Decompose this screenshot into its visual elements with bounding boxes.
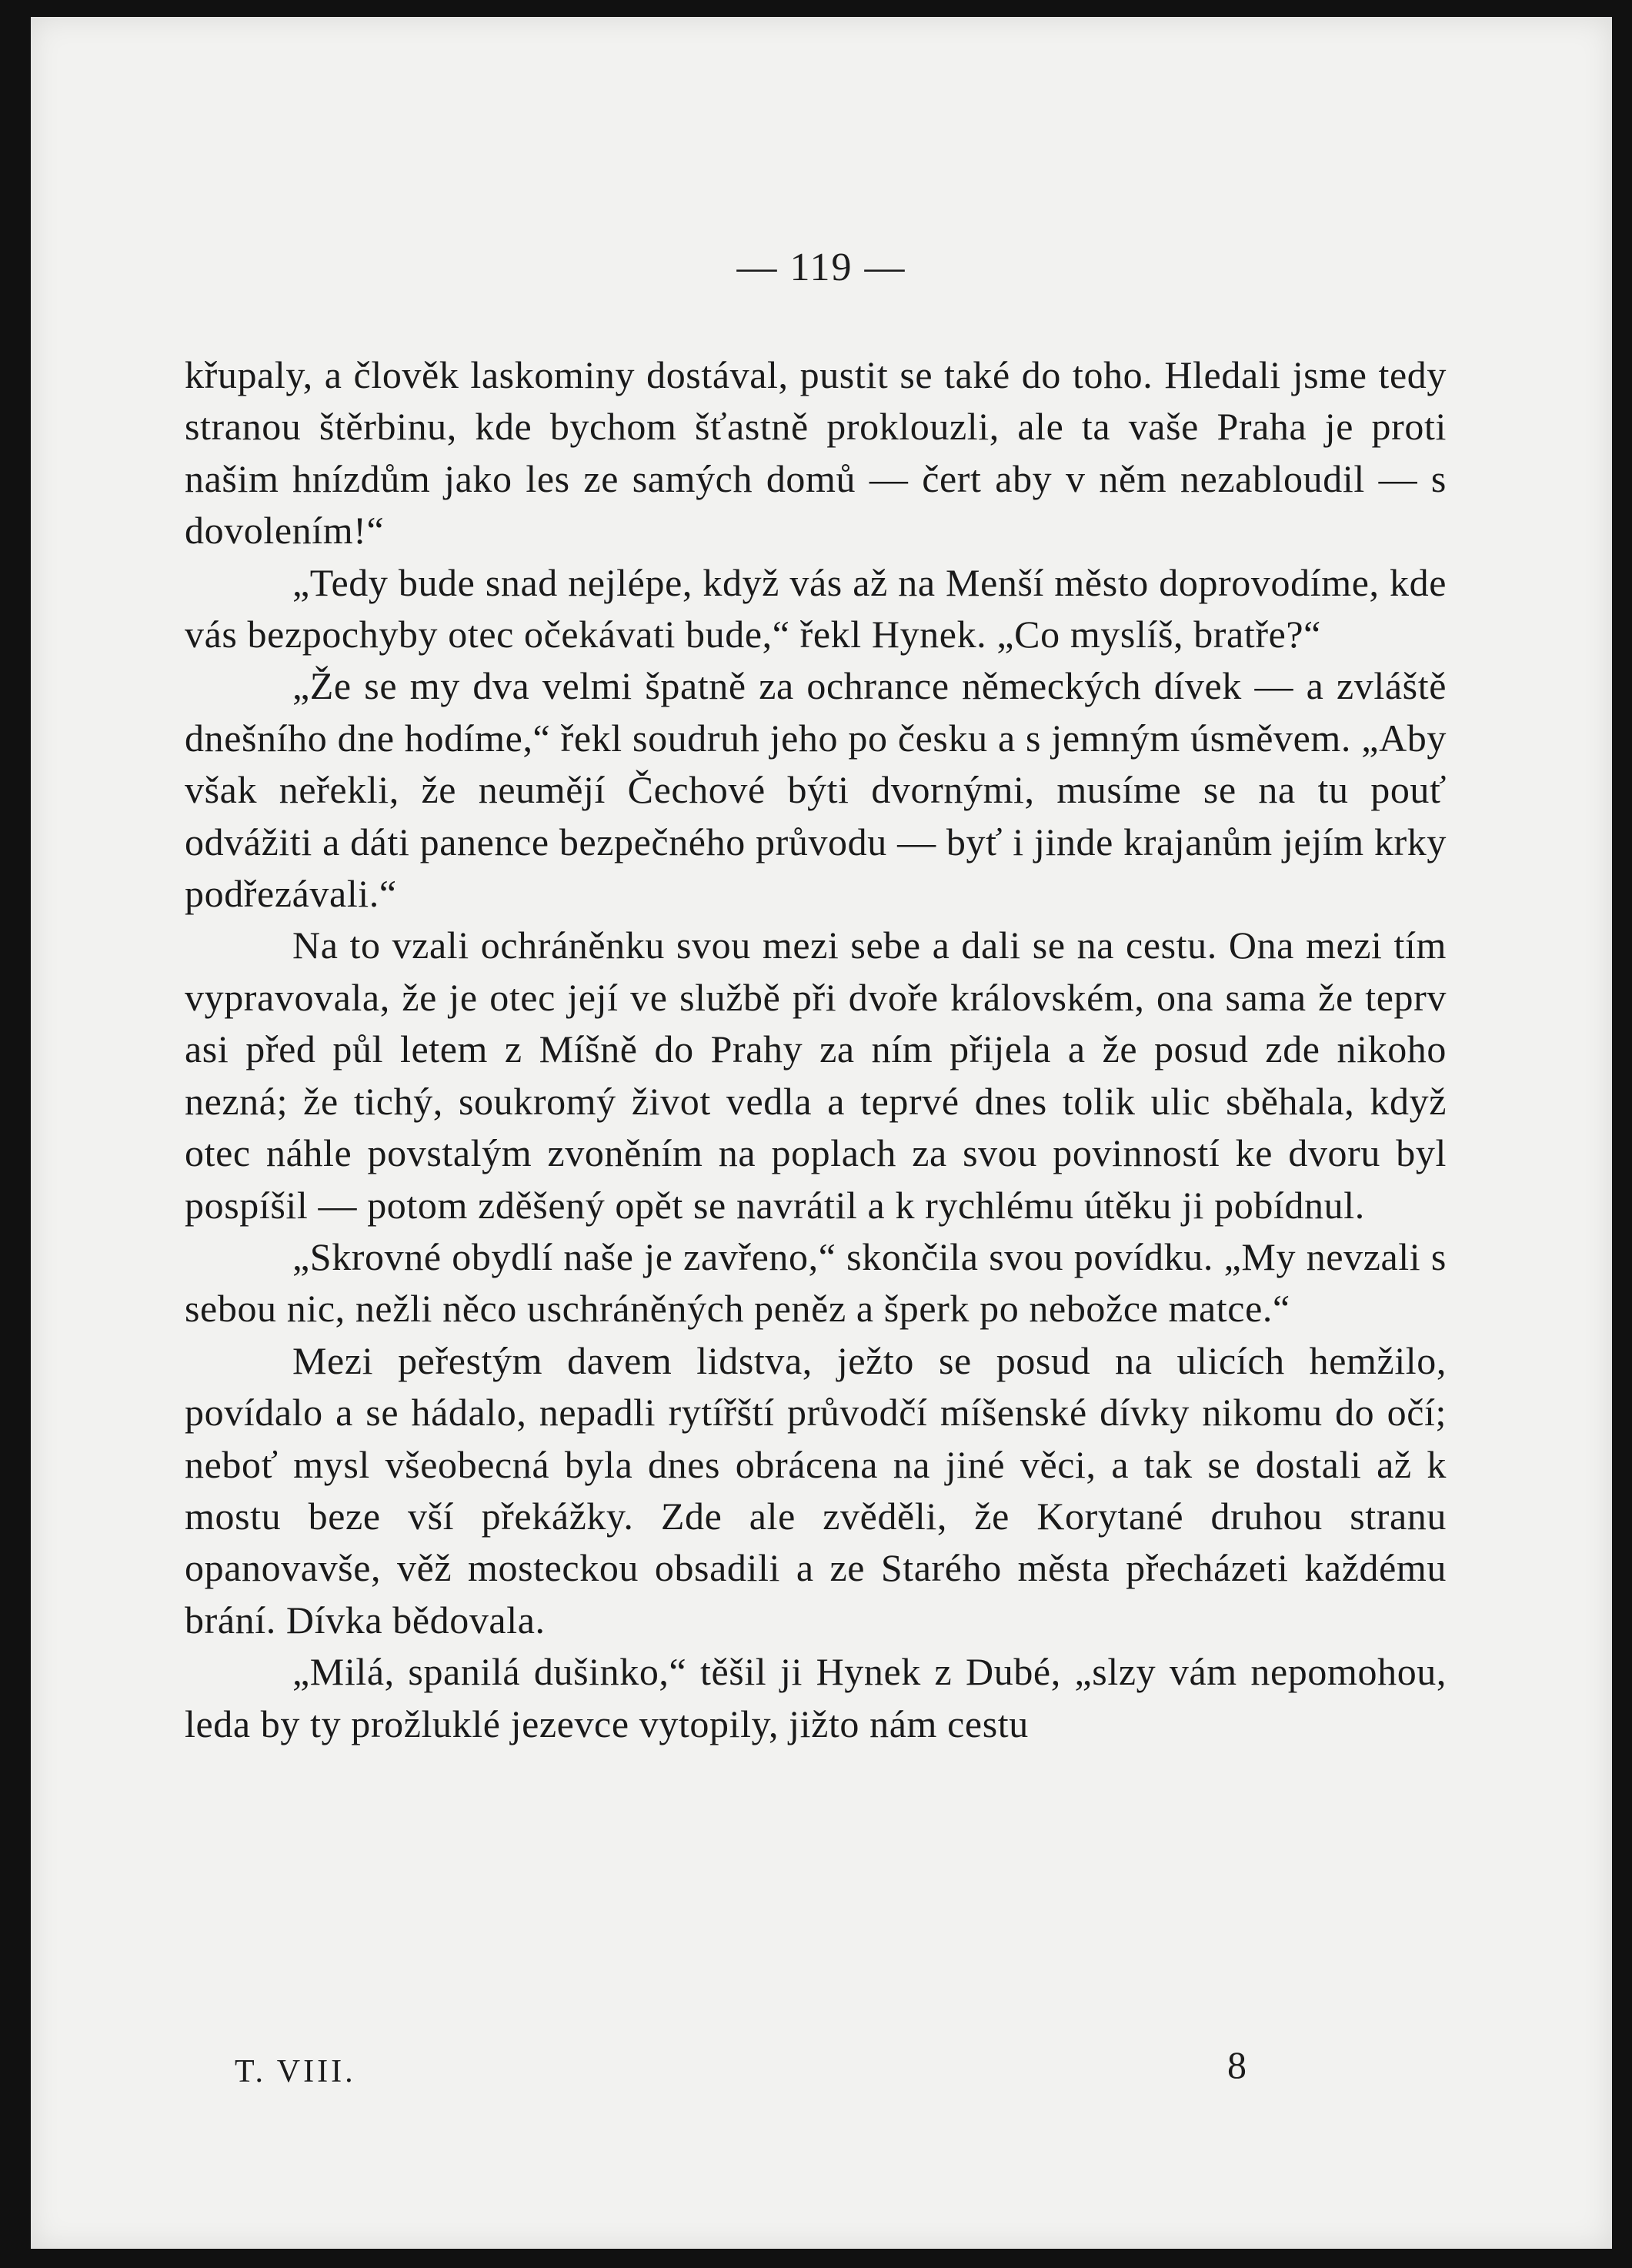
body-text <box>185 349 1447 1750</box>
footer-sheet-number: 8 <box>1227 2043 1247 2086</box>
paragraph-7: „Milá, spanilá dušinko,“ těšil ji Hynek z Dubé, „slzy vám nepomohou, leda by ty prožluklé jezevce vytopily, jižto nám cestu <box>185 1650 1447 1745</box>
paragraph-2: „Tedy bude snad nejlépe, když vás až na Menší město doprovodíme, kde vás bezpochyby otec očekávati bude,“ řekl Hynek. „Co myslíš, bratře?“ <box>185 560 1447 656</box>
book-page <box>31 17 1612 2249</box>
paragraph-3: „Že se my dva velmi špatně za ochrance německých dívek — a zvláště dnešního dne hodíme,“ řekl soudruh jeho po česku a s jemným úsměvem. „Aby však neřekli, že neumějí Čechové býti dvornými, musíme se na tu pouť odvážiti a dáti panence bezpečného průvodu — byť i jinde krajanům jejím krky podřezávali.“ <box>185 664 1447 916</box>
footer-signature: T. VIII. <box>235 2054 356 2089</box>
paragraph-1: křupaly, a člověk laskominy dostával, pustit se také do toho. Hledali jsme tedy stranou štěrbinu, kde bychom šťastně proklouzli, ale ta vaše Praha je proti našim hnízdům jako les ze samých domů — čert aby v něm nezabloudil — s dovolením!“ <box>185 353 1447 553</box>
paragraph-6: Mezi peřestým davem lidstva, ježto se posud na ulicích hemžilo, povídalo a se hádalo, nepadli rytířští průvodčí míšenské dívky nikomu do očí; neboť mysl všeobecná byla dnes obrácena na jiné věci, a tak se dostali až k mostu beze vší překážky. Zde ale zvěděli, že Korytané druhou stranu opanovavše, věž mosteckou obsadili a ze Starého města přecházeti každému brání. Dívka bědovala. <box>185 1338 1447 1642</box>
page-number: — 119 — <box>736 246 906 289</box>
paragraph-4: Na to vzali ochráněnku svou mezi sebe a dali se na cestu. Ona mezi tím vypravovala, že je otec její ve službě při dvoře královském, ona sama že teprv asi před půl letem z Míšně do Prahy za ním přijela a že posud zde nikoho nezná; že tichý, soukromý život vedla a teprvé dnes tolik ulic sběhala, když otec náhle povstalým zvoněním na poplach za svou povinností ke dvoru byl pospíšil — potom zděšený opět se navrátil a k rychlému útěku ji pobídnul. <box>185 924 1447 1227</box>
paragraph-5: „Skrovné obydlí naše je zavřeno,“ skončila svou povídku. „My nevzali s sebou nic, nežli něco uschráněných peněz a šperk po nebožce matce.“ <box>185 1234 1447 1331</box>
